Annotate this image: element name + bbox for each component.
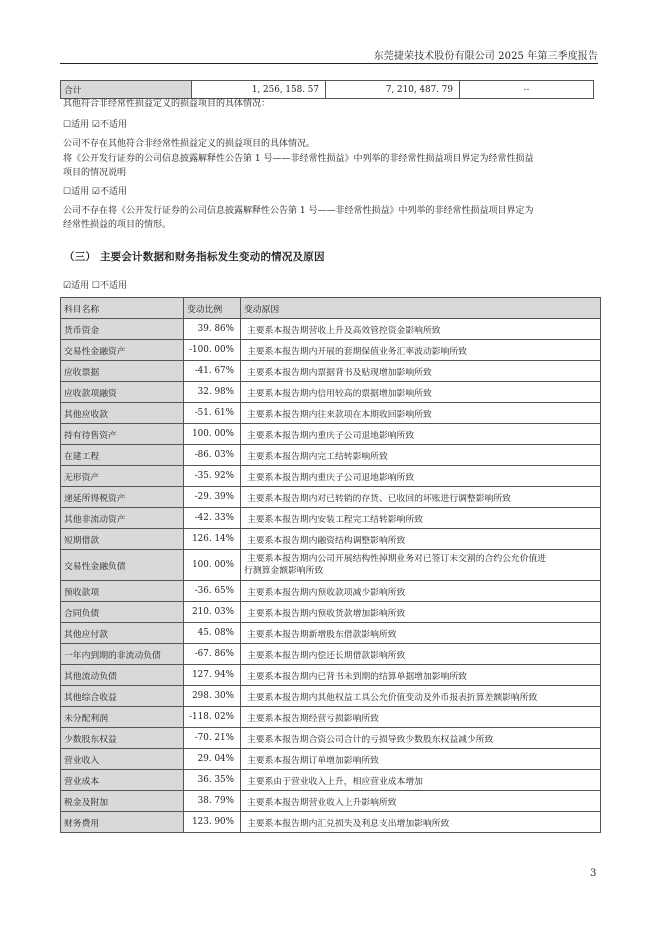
row-item: 其他非流动资产 (61, 508, 184, 529)
row-item: 少数股东权益 (61, 728, 184, 749)
row-item: 其他综合收益 (61, 686, 184, 707)
table-row (61, 529, 601, 550)
row-reason: 主要系本报告期内融资结构调整影响所致 (241, 529, 601, 550)
table-row (61, 340, 601, 361)
row-reason: 主要系本报告期内往来款项在本期收回影响所致 (241, 403, 601, 424)
row-reason: 主要系本报告期内预收货款增加影响所致 (241, 602, 601, 623)
row-reason: 主要系本报告期内汇兑损失及利息支出增加影响所致 (241, 812, 601, 833)
row-item: 一年内到期的非流动负债 (61, 644, 184, 665)
total-year-to-date: 7, 210, 487. 79 (326, 81, 460, 99)
row-ratio: -86. 03% (184, 445, 241, 466)
row-item: 应收票据 (61, 361, 184, 382)
other-items-intro: 其他符合非经常性损益定义的损益项目的具体情况： (63, 99, 271, 109)
row-reason: 主要系本报告期内开展的套期保值业务汇率波动影响所致 (241, 340, 601, 361)
table-row (61, 403, 601, 424)
no-reclassification-line1: 公司不存在将《公开发行证券的公司信息披露解释性公告第 1 号——非经常性损益》中列举的非经常性损益项目界定为 (63, 206, 534, 216)
table-row (61, 424, 601, 445)
table-row (61, 550, 601, 581)
row-ratio: 45. 08% (184, 623, 241, 644)
table-row (61, 319, 601, 340)
row-reason: 主要系本报告期营收上升及高效管控资金影响所致 (241, 319, 601, 340)
table-row (61, 445, 601, 466)
row-ratio: 38. 79% (184, 791, 241, 812)
row-ratio: -118. 02% (184, 707, 241, 728)
row-ratio: -35. 92% (184, 466, 241, 487)
row-ratio: 100. 00% (184, 550, 241, 581)
row-item: 合同负债 (61, 602, 184, 623)
row-reason: 主要系本报告期内安装工程完工结转影响所致 (241, 508, 601, 529)
row-reason: 主要系由于营业收入上升，相应营业成本增加 (241, 770, 601, 791)
row-ratio: 123. 90% (184, 812, 241, 833)
no-reclassification-line2: 经常性损益的项目的情形。 (63, 220, 172, 230)
row-item: 营业成本 (61, 770, 184, 791)
row-reason (241, 550, 601, 581)
total-row (61, 81, 594, 99)
row-ratio: -70. 21% (184, 728, 241, 749)
row-reason: 主要系本报告期经营亏损影响所致 (241, 707, 601, 728)
row-item: 未分配利润 (61, 707, 184, 728)
row-ratio: -51. 61% (184, 403, 241, 424)
row-item: 递延所得税资产 (61, 487, 184, 508)
row-ratio: 36. 35% (184, 770, 241, 791)
header-reason: 变动原因 (241, 298, 601, 319)
applicability-3: ☑适用 ☐不适用 (63, 281, 127, 291)
row-ratio: 39. 86% (184, 319, 241, 340)
row-reason: 主要系本报告期新增股东借款影响所致 (241, 623, 601, 644)
row-ratio: 32. 98% (184, 382, 241, 403)
table-row (61, 707, 601, 728)
changes-table (60, 297, 601, 833)
row-item: 应收款项融资 (61, 382, 184, 403)
row-reason: 主要系本报告期内信用较高的票据增加影响所致 (241, 382, 601, 403)
row-reason-line1: 主要系本报告期内公司开展结构性掉期业务对已签订未交割的合约公允价值进 (247, 554, 547, 564)
total-note: -- (460, 81, 594, 99)
report-header-title: 东莞捷荣技术股份有限公司 2025 年第三季度报告 (373, 51, 598, 62)
row-ratio: -42. 33% (184, 508, 241, 529)
row-reason: 主要系本报告期内已背书未到期的结算单据增加影响所致 (241, 665, 601, 686)
row-ratio: 126. 14% (184, 529, 241, 550)
row-reason: 主要系本报告期合资公司合计的亏损导致少数股东权益减少所致 (241, 728, 601, 749)
row-ratio: 298. 30% (184, 686, 241, 707)
header-divider (60, 63, 598, 64)
row-reason: 主要系本报告期内对已转销的存货、已收回的坏账进行调整影响所致 (241, 487, 601, 508)
row-ratio: -41. 67% (184, 361, 241, 382)
row-item: 无形资产 (61, 466, 184, 487)
classification-note-line2: 项目的情况说明 (63, 168, 127, 178)
row-reason: 主要系本报告期内重庆子公司退地影响所致 (241, 466, 601, 487)
total-current-period: 1, 256, 158. 57 (192, 81, 326, 99)
header-ratio: 变动比例 (184, 298, 241, 319)
table-row (61, 623, 601, 644)
table-header-row (61, 298, 601, 319)
table-row (61, 770, 601, 791)
row-ratio: 100. 00% (184, 424, 241, 445)
row-item: 税金及附加 (61, 791, 184, 812)
row-item: 其他应付款 (61, 623, 184, 644)
applicability-2: ☐适用 ☑不适用 (63, 187, 127, 197)
row-item: 短期借款 (61, 529, 184, 550)
row-reason: 主要系本报告期内票据背书及贴现增加影响所致 (241, 361, 601, 382)
row-ratio: -36. 65% (184, 581, 241, 602)
row-item: 交易性金融资产 (61, 340, 184, 361)
table-row (61, 581, 601, 602)
row-ratio: -100. 00% (184, 340, 241, 361)
table-row (61, 812, 601, 833)
row-reason: 主要系本报告期内重庆子公司退地影响所致 (241, 424, 601, 445)
row-item: 持有待售资产 (61, 424, 184, 445)
row-item: 其他流动负债 (61, 665, 184, 686)
applicability-1: ☐适用 ☑不适用 (63, 120, 127, 130)
row-item: 预收款项 (61, 581, 184, 602)
row-ratio: -67. 86% (184, 644, 241, 665)
table-row (61, 602, 601, 623)
row-item: 营业收入 (61, 749, 184, 770)
row-reason-line2: 行测算金额影响所致 (244, 566, 324, 576)
table-row (61, 382, 601, 403)
classification-note-line1: 将《公开发行证券的公司信息披露解释性公告第 1 号——非经常性损益》中列举的非经常性损益项目界定为经常性损益 (63, 154, 534, 164)
row-item: 财务费用 (61, 812, 184, 833)
row-item: 货币资金 (61, 319, 184, 340)
table-row (61, 644, 601, 665)
page-number: 3 (590, 868, 597, 879)
section-title: （三） 主要会计数据和财务指标发生变动的情况及原因 (64, 251, 325, 263)
row-item: 交易性金融负债 (61, 550, 184, 581)
row-item: 其他应收款 (61, 403, 184, 424)
row-item: 在建工程 (61, 445, 184, 466)
table-row (61, 686, 601, 707)
row-reason: 主要系本报告期营业收入上升影响所致 (241, 791, 601, 812)
table-row (61, 749, 601, 770)
no-other-items-statement: 公司不存在其他符合非经常性损益定义的损益项目的具体情况。 (63, 139, 316, 149)
table-row (61, 728, 601, 749)
table-row (61, 791, 601, 812)
row-ratio: 127. 94% (184, 665, 241, 686)
table-row (61, 665, 601, 686)
row-reason: 主要系本报告期订单增加影响所致 (241, 749, 601, 770)
row-reason: 主要系本报告期内完工结转影响所致 (241, 445, 601, 466)
row-ratio: -29. 39% (184, 487, 241, 508)
row-reason: 主要系本报告期内预收款项减少影响所致 (241, 581, 601, 602)
table-row (61, 361, 601, 382)
table-row (61, 487, 601, 508)
table-row (61, 466, 601, 487)
row-reason: 主要系本报告期内偿还长期借款影响所致 (241, 644, 601, 665)
row-reason: 主要系本报告期内其他权益工具公允价值变动及外币报表折算差额影响所致 (241, 686, 601, 707)
table-row (61, 508, 601, 529)
row-ratio: 29. 04% (184, 749, 241, 770)
total-label: 合计 (61, 81, 192, 99)
row-ratio: 210. 03% (184, 602, 241, 623)
header-item: 科目名称 (61, 298, 184, 319)
